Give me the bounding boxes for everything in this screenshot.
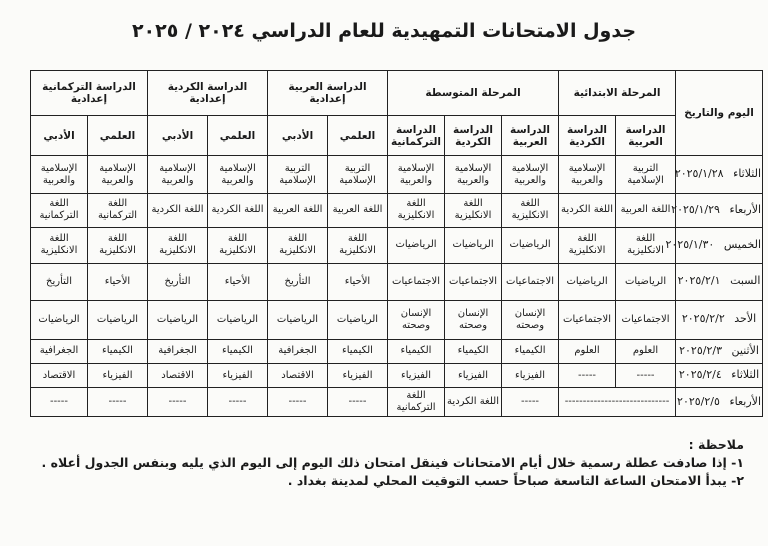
subject-cell: الاجتماعيات (445, 263, 502, 300)
subject-cell: العلوم (616, 339, 676, 363)
subject-cell: ----------------------------- (559, 388, 676, 417)
exam-date: ٢٠٢٥/١/٢٨ (674, 167, 724, 181)
day-name: الأربعاء (729, 202, 762, 216)
subject-cell: الاجتماعيات (616, 300, 676, 339)
subject-cell: الأحياء (328, 263, 388, 300)
subject-cell: الاقتصاد (268, 364, 328, 388)
day-date-cell (676, 339, 763, 363)
subject-cell: الرياضيات (388, 227, 445, 263)
subheader: العلمي (208, 116, 268, 156)
subject-cell: الإسلامية والعربية (88, 156, 148, 194)
table-row (31, 339, 763, 363)
subject-cell: ----- (268, 388, 328, 417)
subject-cell: اللغة الكردية (148, 194, 208, 228)
subheader: الأدبي (148, 116, 208, 156)
subject-cell: اللغة الانكليزية (148, 227, 208, 263)
note-1: ١- إذا صادفت عطلة رسمية خلال أيام الامتحانات فينقل امتحان ذلك اليوم إلى اليوم الذي يليه وبنفس الجدول أعلاه . (41, 455, 744, 470)
subject-cell: الإنسان وصحته (502, 300, 559, 339)
exam-date: ٢٠٢٥/٢/٥ (677, 394, 720, 408)
subheader: الدراسة الكردية (559, 116, 616, 156)
subject-cell: الاجتماعيات (502, 263, 559, 300)
exam-date: ٢٠٢٥/٢/٤ (678, 368, 722, 382)
exam-date: ٢٠٢٥/١/٢٩ (671, 202, 720, 216)
subject-cell: التأريخ (268, 263, 328, 300)
subheader: العلمي (88, 116, 148, 156)
subject-cell: الإسلامية والعربية (502, 156, 559, 194)
table-row (31, 300, 763, 339)
subject-cell: الكيمياء (445, 339, 502, 363)
subheader: الأدبي (268, 116, 328, 156)
subject-cell: ----- (88, 388, 148, 417)
subject-cell: ----- (148, 388, 208, 417)
notes-section (24, 436, 744, 490)
subject-cell: الأحياء (208, 263, 268, 300)
subject-cell: الإسلامية والعربية (445, 156, 502, 194)
subject-cell: الرياضيات (148, 300, 208, 339)
subject-cell: اللغة الانكليزية (268, 227, 328, 263)
subject-cell: ----- (616, 364, 676, 388)
subject-cell: الفيزياء (88, 364, 148, 388)
subject-cell: اللغة التركمانية (388, 388, 445, 417)
day-date-cell (676, 263, 763, 300)
subject-cell: التربية الإسلامية (268, 156, 328, 194)
subject-cell: الرياضيات (268, 300, 328, 339)
day-date-cell (676, 388, 763, 417)
group-header-middle: المرحلة المتوسطة (388, 71, 559, 116)
subject-cell: الإنسان وصحته (388, 300, 445, 339)
subject-cell: الاقتصاد (148, 364, 208, 388)
day-name: الثلاثاء (731, 368, 760, 382)
subject-cell: الرياضيات (208, 300, 268, 339)
subject-cell: الإسلامية والعربية (148, 156, 208, 194)
subject-cell: ----- (559, 364, 616, 388)
day-name: السبت (730, 274, 761, 288)
subheader: العلمي (328, 116, 388, 156)
subject-cell: الرياضيات (616, 263, 676, 300)
subject-cell: اللغة الكردية (208, 194, 268, 228)
subject-cell: الإسلامية والعربية (208, 156, 268, 194)
subject-cell: الفيزياء (208, 364, 268, 388)
subject-cell: التأريخ (31, 263, 88, 300)
subject-cell: العلوم (559, 339, 616, 363)
subject-cell: الجغرافية (148, 339, 208, 363)
subject-cell: اللغة الانكليزية (328, 227, 388, 263)
subject-cell: التربية الإسلامية (616, 156, 676, 194)
subject-cell: اللغة العربية (268, 194, 328, 228)
day-date-cell (665, 227, 763, 263)
subject-cell: الفيزياء (388, 364, 445, 388)
subject-cell: اللغة الانكليزية (559, 227, 616, 263)
subject-cell: الكيمياء (88, 339, 148, 363)
subject-cell: اللغة الانكليزية (31, 227, 88, 263)
subject-cell: الكيمياء (328, 339, 388, 363)
table-row (31, 156, 763, 194)
subject-cell: ----- (328, 388, 388, 417)
table-row (31, 194, 763, 228)
subject-cell: الكيمياء (388, 339, 445, 363)
subject-cell: الرياضيات (31, 300, 88, 339)
day-name: الثلاثاء (733, 167, 762, 181)
group-header-arabic-prep: الدراسة العربية إعدادية (268, 71, 388, 116)
subject-cell: التأريخ (148, 263, 208, 300)
subject-cell: الرياضيات (88, 300, 148, 339)
subheader: الأدبي (31, 116, 88, 156)
group-header-turkmen-prep: الدراسة التركمانية إعدادية (31, 71, 148, 116)
subject-cell: الأحياء (88, 263, 148, 300)
subject-cell: الكيمياء (208, 339, 268, 363)
subject-cell: الاجتماعيات (559, 300, 616, 339)
day-date-cell (676, 364, 763, 388)
day-date-cell (676, 156, 763, 194)
exam-schedule-table (30, 70, 763, 417)
day-name: الأثنين (731, 343, 759, 357)
subject-cell: ----- (502, 388, 559, 417)
subject-cell: اللغة الانكليزية (445, 194, 502, 228)
subject-cell: الاقتصاد (31, 364, 88, 388)
day-name: الأربعاء (729, 394, 762, 408)
subject-cell: الرياضيات (559, 263, 616, 300)
subject-cell: الفيزياء (445, 364, 502, 388)
subject-cell: الجغرافية (31, 339, 88, 363)
table-row (31, 227, 763, 263)
day-date-cell (676, 300, 763, 339)
subject-cell: اللغة العربية (328, 194, 388, 228)
exam-date: ٢٠٢٥/٢/١ (677, 274, 721, 288)
day-name: الخميس (723, 237, 762, 251)
subject-cell: الفيزياء (328, 364, 388, 388)
subheader: الدراسة العربية (616, 116, 676, 156)
subject-cell: اللغة الانكليزية (88, 227, 148, 263)
subject-cell: الرياضيات (445, 227, 502, 263)
subject-cell: الإسلامية والعربية (388, 156, 445, 194)
note-2: ٢- يبدأ الامتحان الساعة التاسعة صباحاً حسب التوقيت المحلي لمدينة بغداد . (287, 473, 744, 488)
subject-cell: اللغة الانكليزية (208, 227, 268, 263)
day-date-cell (671, 194, 763, 228)
subheader: الدراسة التركمانية (388, 116, 445, 156)
page-title: جدول الامتحانات التمهيدية للعام الدراسي ٢٠٢٤ / ٢٠٢٥ (131, 20, 637, 42)
notes-heading: ملاحظة : (688, 437, 744, 452)
subject-cell: الجغرافية (268, 339, 328, 363)
group-header-primary: المرحلة الابتدائية (559, 71, 676, 116)
table-row (31, 263, 763, 300)
group-header-kurdish-prep: الدراسة الكردية إعدادية (148, 71, 268, 116)
subject-cell: ----- (208, 388, 268, 417)
subject-cell: الإنسان وصحته (445, 300, 502, 339)
table-row (31, 388, 763, 417)
subject-cell: اللغة التركمانية (31, 194, 88, 228)
subject-cell: التربية الإسلامية (328, 156, 388, 194)
subject-cell: اللغة الكردية (445, 388, 502, 417)
subject-cell: اللغة الانكليزية (616, 227, 676, 263)
subject-cell: اللغة العربية (616, 194, 676, 228)
subject-cell: ----- (31, 388, 88, 417)
day-name: الأحد (734, 312, 757, 326)
table-row (31, 364, 763, 388)
subject-cell: اللغة الكردية (559, 194, 616, 228)
subject-cell: الرياضيات (328, 300, 388, 339)
subject-cell: الإسلامية والعربية (31, 156, 88, 194)
subheader: الدراسة الكردية (445, 116, 502, 156)
day-date-header: اليوم والتاريخ (676, 71, 763, 156)
exam-date: ٢٠٢٥/١/٣٠ (665, 237, 715, 251)
subject-cell: الاجتماعيات (388, 263, 445, 300)
subject-cell: اللغة التركمانية (88, 194, 148, 228)
subject-cell: الرياضيات (502, 227, 559, 263)
exam-date: ٢٠٢٥/٢/٢ (681, 312, 725, 326)
exam-date: ٢٠٢٥/٢/٣ (679, 343, 722, 357)
subject-cell: الكيمياء (502, 339, 559, 363)
subject-cell: الإسلامية والعربية (559, 156, 616, 194)
subheader: الدراسة العربية (502, 116, 559, 156)
subject-cell: اللغة الانكليزية (502, 194, 559, 228)
subject-cell: اللغة الانكليزية (388, 194, 445, 228)
subject-cell: الفيزياء (502, 364, 559, 388)
